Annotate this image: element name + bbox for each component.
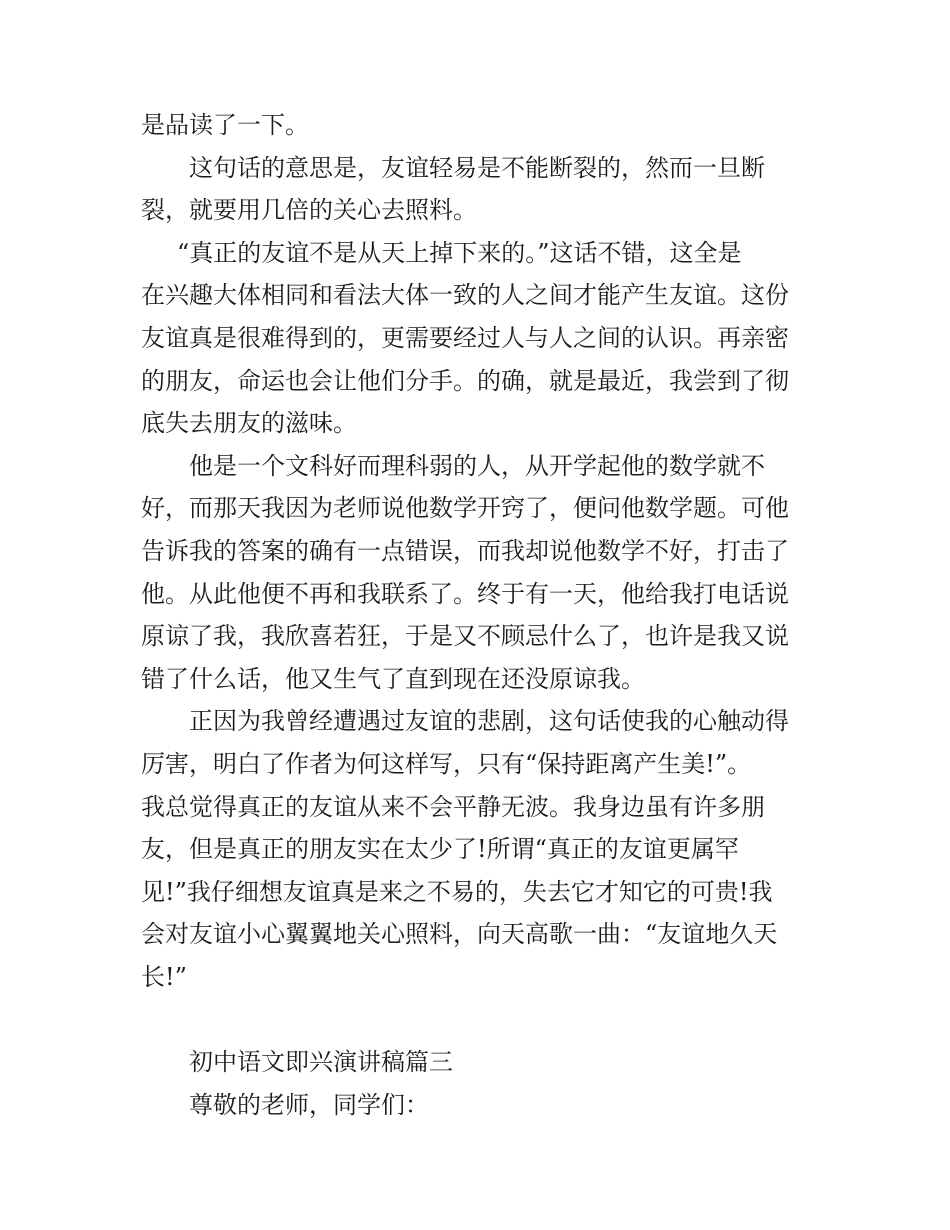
text-line: 这句话的意思是，友谊轻易是不能断裂的，然而一旦断 [189,153,765,182]
text-line: 厉害，明白了作者为何这样写，只有“保持距离产生美!”。 [141,749,752,778]
document-body [141,104,813,1126]
text-line: 他是一个文科好而理科弱的人，从开学起他的数学就不 [189,451,765,480]
paragraph-true-friendship [141,232,813,445]
text-line: 底失去朋友的滋味。 [141,409,357,438]
text-line: 他。从此他便不再和我联系了。终于有一天，他给我打电话说 [141,579,789,608]
text-line: “真正的友谊不是从天上掉下来的。”这话不错，这全是 [177,238,742,267]
text-line: 友，但是真正的朋友实在太少了!所谓“真正的友谊更属罕 [141,835,739,864]
text-line: 在兴趣大体相同和看法大体一致的人之间才能产生友谊。这份 [141,281,789,310]
paragraph-meaning [141,147,813,232]
text-line: 好，而那天我因为老师说他数学开窍了，便问他数学题。可他 [141,494,789,523]
text-line: 的朋友，命运也会让他们分手。的确，就是最近，我尝到了彻 [141,366,789,395]
text-line: 见!”我仔细想友谊真是来之不易的，失去它才知它的可贵!我 [141,877,773,906]
text-line: 我总觉得真正的友谊从来不会平静无波。我身边虽有许多朋 [141,792,765,821]
text-line: 告诉我的答案的确有一点错误，而我却说他数学不好，打击了 [141,536,789,565]
paragraph-reflection [141,700,813,998]
text-line: 是品读了一下。 [141,111,309,139]
section-title: 初中语文即兴演讲稿篇三 [189,1048,453,1077]
salutation: 尊敬的老师，同学们： [189,1090,429,1119]
text-line: 裂，就要用几倍的关心去照料。 [141,196,477,225]
text-line: 正因为我曾经遭遇过友谊的悲剧，这句话使我的心触动得 [189,707,789,736]
blank-line [141,998,813,1041]
text-line: 错了什么话，他又生气了直到现在还没原谅我。 [141,664,645,693]
text-line: 友谊真是很难得到的，更需要经过人与人之间的认识。再亲密 [141,323,789,352]
text-line: 长!” [141,962,187,991]
paragraph-story [141,445,813,701]
paragraph-continuation [141,104,813,147]
text-line: 原谅了我，我欣喜若狂，于是又不顾忌什么了，也许是我又说 [141,622,789,651]
text-line: 会对友谊小心翼翼地关心照料，向天高歌一曲：“友谊地久天 [141,920,778,949]
